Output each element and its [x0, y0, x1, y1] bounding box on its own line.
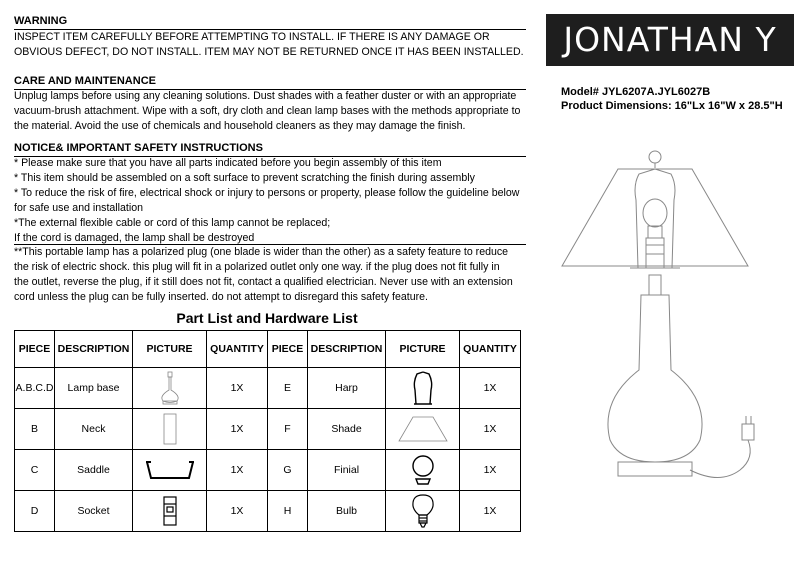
- quantity-cell: 1X: [460, 368, 521, 409]
- warning-line: INSPECT ITEM CAREFULLY BEFORE ATTEMPTING TO INSTALL. IF THERE IS ANY DAMAGE OR: [14, 31, 490, 43]
- quantity-cell: 1X: [207, 368, 268, 409]
- description-cell: Socket: [55, 491, 133, 532]
- col-picture: PICTURE: [386, 331, 460, 368]
- model-number: Model# JYL6207A.JYL6027B: [561, 86, 711, 98]
- warning-heading: WARNING: [14, 15, 68, 27]
- safety-line: * This item should be assembled on a soft surface to prevent scratching the finish during assembly: [14, 172, 475, 184]
- picture-cell: [386, 491, 460, 532]
- piece-cell: A.B.C.D: [15, 368, 55, 409]
- warning-line: OBVIOUS DEFECT, DO NOT INSTALL. ITEM MAY NOT BE RETURNED ONCE IT HAS BEEN INSTALLED.: [14, 46, 524, 58]
- plug-text: [14, 245, 513, 305]
- table-row: [15, 409, 521, 450]
- care-text: [14, 89, 520, 134]
- picture-cell: [133, 491, 207, 532]
- socket-icon: [158, 494, 182, 528]
- safety-line: for safe use and installation: [14, 202, 143, 214]
- quantity-cell: 1X: [207, 409, 268, 450]
- saddle-icon: [143, 456, 197, 484]
- col-piece: PIECE: [15, 331, 55, 368]
- description-cell: Lamp base: [55, 368, 133, 409]
- parts-title: Part List and Hardware List: [176, 310, 358, 326]
- lamp-base-icon: [155, 370, 185, 406]
- parts-table: [14, 330, 521, 532]
- care-line: vacuum-brush attachment. Wipe with a soft, dry cloth and clean lamp bases with the methods appropriate to: [14, 105, 521, 117]
- safety-heading: NOTICE& IMPORTANT SAFETY INSTRUCTIONS: [14, 142, 263, 154]
- care-heading: CARE AND MAINTENANCE: [14, 75, 156, 87]
- table-row: [15, 450, 521, 491]
- description-cell: Shade: [308, 409, 386, 450]
- quantity-cell: 1X: [460, 450, 521, 491]
- brand-logo: JONATHAN Y: [546, 14, 794, 66]
- safety-text: [14, 156, 519, 246]
- safety-line: * Please make sure that you have all parts indicated before you begin assembly of this item: [14, 157, 442, 169]
- picture-cell: [133, 368, 207, 409]
- parts-header-row: [15, 331, 521, 368]
- piece-cell: B: [15, 409, 55, 450]
- plug-line: the outlet, reverse the plug, if it still does not fit, contact a qualified electrician. Never use with an extension: [14, 276, 513, 288]
- quantity-cell: 1X: [460, 491, 521, 532]
- quantity-cell: 1X: [207, 450, 268, 491]
- quantity-cell: 1X: [207, 491, 268, 532]
- col-piece: PIECE: [268, 331, 308, 368]
- col-description: DESCRIPTION: [308, 331, 386, 368]
- plug-line: **This portable lamp has a polarized plug (one blade is wider than the other) as a safety feature to reduce: [14, 246, 509, 258]
- col-quantity: QUANTITY: [207, 331, 268, 368]
- warning-text: [14, 30, 524, 60]
- picture-cell: [386, 450, 460, 491]
- picture-cell: [386, 368, 460, 409]
- piece-cell: G: [268, 450, 308, 491]
- piece-cell: F: [268, 409, 308, 450]
- description-cell: Neck: [55, 409, 133, 450]
- col-picture: PICTURE: [133, 331, 207, 368]
- lamp-illustration-icon: [560, 140, 790, 520]
- picture-cell: [133, 450, 207, 491]
- piece-cell: E: [268, 368, 308, 409]
- piece-cell: D: [15, 491, 55, 532]
- care-line: the material. Avoid the use of chemicals and household cleaners as they may damage the finish.: [14, 120, 466, 132]
- bulb-icon: [410, 493, 436, 529]
- description-cell: Saddle: [55, 450, 133, 491]
- safety-line: If the cord is damaged, the lamp shall be destroyed: [14, 232, 255, 244]
- safety-line: * To reduce the risk of fire, electrical shock or injury to persons or property, please follow the guideline below: [14, 187, 520, 199]
- col-description: DESCRIPTION: [55, 331, 133, 368]
- table-row: [15, 491, 521, 532]
- harp-icon: [408, 370, 438, 406]
- plug-line: cord unless the plug can be fully inserted. do not attempt to disregard this safety feature.: [14, 291, 428, 303]
- piece-cell: C: [15, 450, 55, 491]
- picture-cell: [386, 409, 460, 450]
- shade-icon: [396, 413, 450, 445]
- description-cell: Bulb: [308, 491, 386, 532]
- picture-cell: [133, 409, 207, 450]
- description-cell: Harp: [308, 368, 386, 409]
- col-quantity: QUANTITY: [460, 331, 521, 368]
- piece-cell: H: [268, 491, 308, 532]
- description-cell: Finial: [308, 450, 386, 491]
- finial-icon: [408, 453, 438, 487]
- table-row: [15, 368, 521, 409]
- neck-icon: [160, 412, 180, 446]
- product-dimensions: Product Dimensions: 16"Lx 16"W x 28.5"H: [561, 100, 783, 112]
- quantity-cell: 1X: [460, 409, 521, 450]
- safety-line: *The external flexible cable or cord of this lamp cannot be replaced;: [14, 217, 331, 229]
- care-line: Unplug lamps before using any cleaning solutions. Dust shades with a feather duster or with an appropriate: [14, 90, 517, 102]
- plug-line: the risk of electric shock. this plug will fit in a polarized outlet only one way. if the plug does not fit fully in: [14, 261, 500, 273]
